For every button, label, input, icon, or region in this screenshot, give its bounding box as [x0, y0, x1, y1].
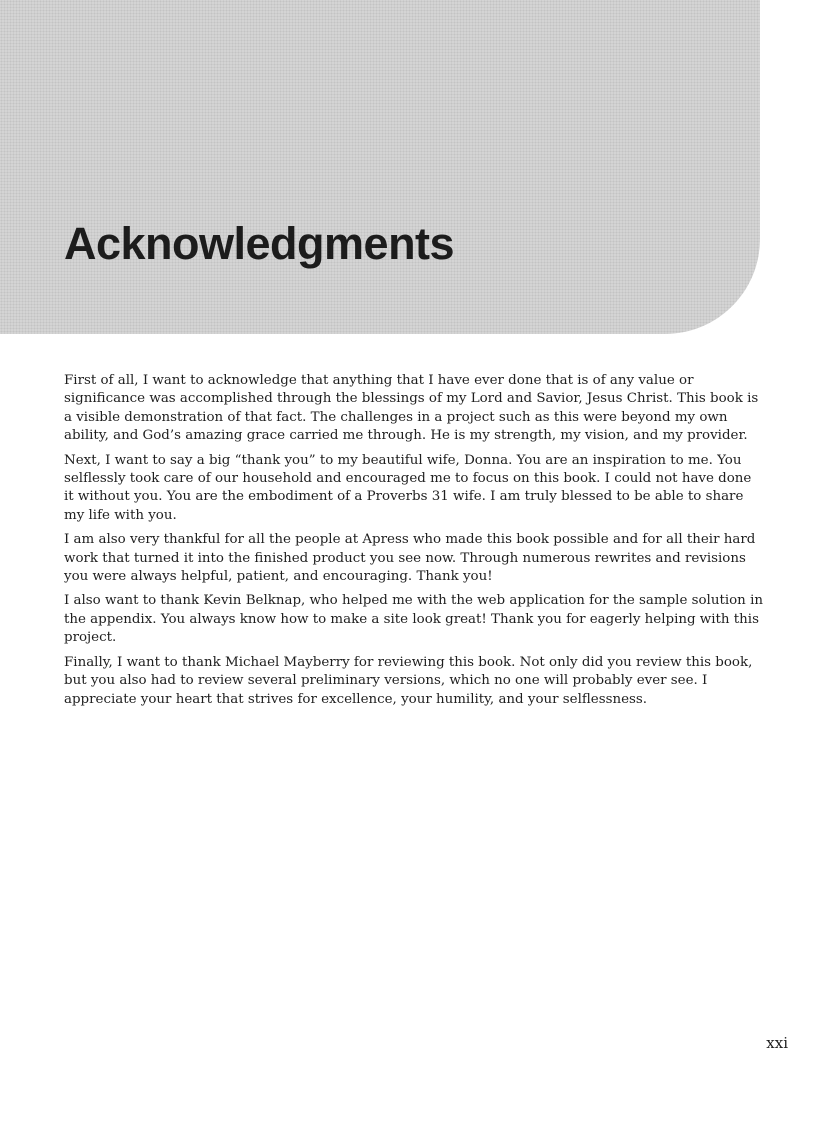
paragraph-5: Finally, I want to thank Michael Mayberry for reviewing this book. Not only did you review this book, but you also had to review several preliminary versions, which no one will probably ever see. I appreciate your heart that strives for excellence, your humility, and your selflessness. [64, 654, 753, 707]
paragraph-1: First of all, I want to acknowledge that anything that I have ever done that is of any value or significance was accomplished through the blessings of my Lord and Savior, Jesus Christ. This book is a visible demonstration of that fact. The challenges in a project such as this were beyond my own ability, and God’s amazing grace carried me through. He is my strength, my vision, and my provider. [64, 373, 759, 444]
acknowledgments-body [64, 372, 764, 715]
paragraph-2: Next, I want to say a big “thank you” to my beautiful wife, Donna. You are an inspiration to me. You selflessly took care of our household and encouraged me to focus on this book. I could not have done it without you. You are the embodiment of a Proverbs 31 wife. I am truly blessed to be able to share my life with you. [64, 452, 752, 523]
chapter-header-band [0, 0, 760, 334]
page-number: xxi [766, 1034, 788, 1052]
paragraph-3: I am also very thankful for all the people at Apress who made this book possible and for all their hard work that turned it into the finished product you see now. Through numerous rewrites and revisions you were always helpful, patient, and encouraging. Thank you! [64, 532, 756, 585]
chapter-title: Acknowledgments [64, 218, 455, 269]
paragraph-4: I also want to thank Kevin Belknap, who helped me with the web application for the sample solution in the appendix. You always know how to make a site look great! Thank you for eagerly helping with this project. [64, 593, 763, 646]
